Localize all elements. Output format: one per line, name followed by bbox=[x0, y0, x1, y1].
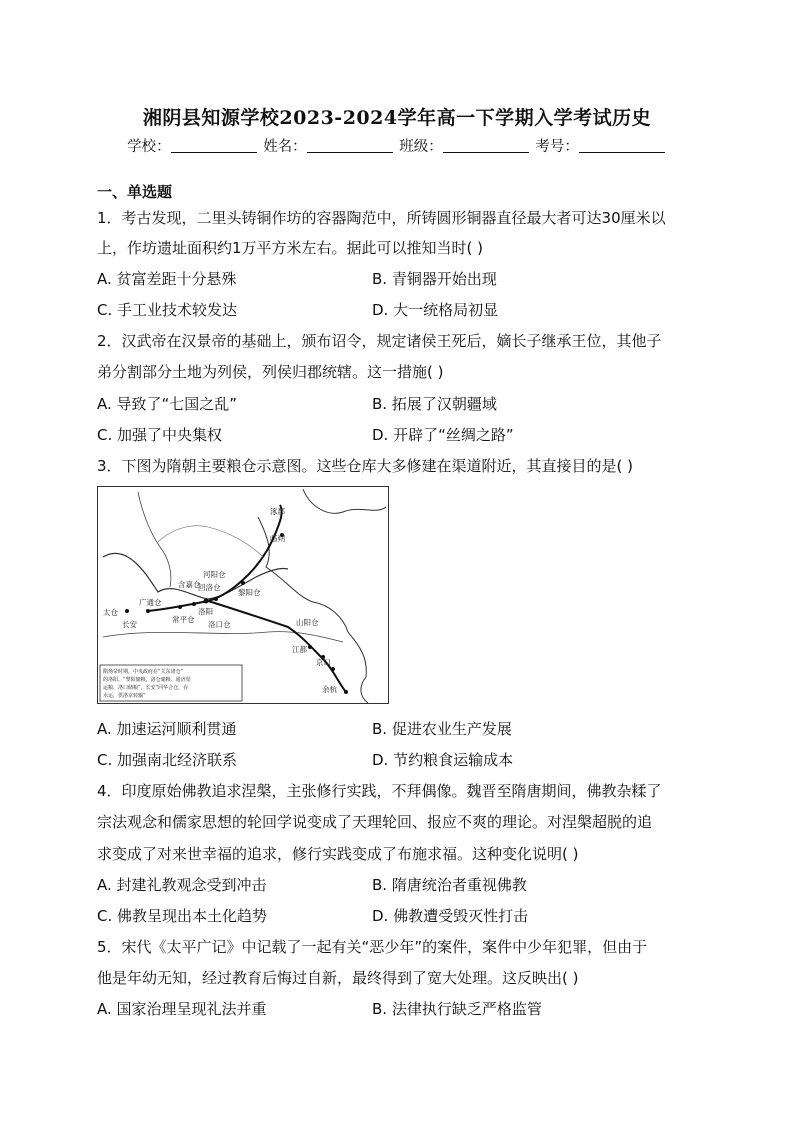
question-1-line-2: 上，作坊遗址面积约1万平方米左右。据此可以推知当时( ) bbox=[97, 239, 484, 257]
school-blank[interactable] bbox=[171, 138, 257, 153]
map-graphic bbox=[98, 487, 388, 703]
coastline-east bbox=[258, 517, 368, 703]
map-label-changan: 长安 bbox=[122, 620, 137, 629]
canal-north bbox=[148, 505, 282, 611]
map-legend-line-3: 运粮、洛口储粮”，长安“同华合仓，在 bbox=[103, 685, 189, 691]
map-legend-line-1: 隋炀帝时期，中央政府在“关东诸仓” bbox=[103, 669, 184, 675]
sui-granary-map bbox=[97, 486, 389, 704]
question-4-option-d[interactable]: D. 佛教遭受毁灭性打击 bbox=[372, 907, 529, 925]
question-2-line-1: 2．汉武帝在汉景帝的基础上，颁布诏令，规定诸侯王死后，嫡长子继承王位，其他子 bbox=[97, 332, 662, 350]
river-tributary bbox=[138, 492, 171, 587]
map-label-shanyangcang: 山阳仓 bbox=[296, 618, 319, 627]
map-label-liyangcang: 黎阳仓 bbox=[238, 588, 261, 597]
question-2-line-2: 弟分割部分土地为列侯，列侯归郡统辖。这一措施( ) bbox=[97, 363, 444, 381]
question-1-option-d[interactable]: D. 大一统格局初显 bbox=[372, 301, 499, 319]
question-3-line-1: 3．下图为隋朝主要粮仓示意图。这些仓库大多修建在渠道附近，其直接目的是( ) bbox=[97, 457, 634, 475]
map-label-heyangcang: 河阳仓 bbox=[203, 570, 226, 579]
question-2-option-c[interactable]: C. 加强了中央集权 bbox=[97, 426, 223, 444]
question-4-line-1: 4．印度原始佛教追求涅槃，主张修行实践，不拜偶像。魏晋至隋唐期间，佛教杂糅了 bbox=[97, 782, 662, 800]
map-legend-line-2: 的洛阳、“黎阳储粮、洛仓储粮、通济渠 bbox=[103, 677, 191, 683]
map-label-jingkou: 京口 bbox=[316, 658, 331, 667]
question-3-option-c[interactable]: C. 加强南北经济联系 bbox=[97, 751, 238, 769]
map-label-taicang: 太仓 bbox=[103, 608, 118, 617]
question-2-option-b[interactable]: B. 拓展了汉朝疆域 bbox=[372, 395, 497, 413]
coastline-north bbox=[303, 489, 386, 513]
question-5-option-a[interactable]: A. 国家治理呈现礼法并重 bbox=[97, 1000, 267, 1018]
question-2-option-d[interactable]: D. 开辟了“丝绸之路” bbox=[372, 426, 514, 444]
exam-title: 湘阴县知源学校2023-2024学年高一下学期入学考试历史 bbox=[142, 107, 652, 129]
map-label-luokoucang: 洛口仓 bbox=[208, 620, 231, 629]
name-blank[interactable] bbox=[307, 138, 393, 153]
question-3-option-b[interactable]: B. 促进农业生产发展 bbox=[372, 720, 512, 738]
question-1-line-1: 1．考古发现，二里头铸铜作坊的容器陶范中，所铸圆形铜器直径最大者可达30厘米以 bbox=[97, 209, 666, 227]
map-label-linshuo: 临朔 bbox=[270, 534, 285, 543]
question-3-option-a[interactable]: A. 加速运河顺利贯通 bbox=[97, 720, 237, 738]
question-1-option-a[interactable]: A. 贫富差距十分悬殊 bbox=[97, 270, 237, 288]
section-title: 一、单选题 bbox=[97, 183, 173, 201]
map-label-hanjiacang: 含嘉仓 bbox=[178, 580, 201, 589]
question-2-option-a[interactable]: A. 导致了“七国之乱” bbox=[97, 395, 238, 413]
question-1-option-c[interactable]: C. 手工业技术较发达 bbox=[97, 301, 238, 319]
question-4-option-a[interactable]: A. 封建礼教观念受到冲击 bbox=[97, 876, 267, 894]
question-5-option-b[interactable]: B. 法律执行缺乏严格监管 bbox=[372, 1000, 542, 1018]
student-info-line bbox=[0, 135, 794, 156]
question-3-option-d[interactable]: D. 节约粮食运输成本 bbox=[372, 751, 514, 769]
question-5-line-1: 5．宋代《太平广记》中记载了一起有关“恶少年”的案件，案件中少年犯罪，但由于 bbox=[97, 938, 648, 956]
question-4-option-b[interactable]: B. 隋唐统治者重视佛教 bbox=[372, 876, 527, 894]
map-label-huiluocang: 回洛仓 bbox=[198, 583, 221, 592]
name-label: 姓名： bbox=[263, 139, 307, 155]
exam-number-blank[interactable] bbox=[579, 138, 665, 153]
class-label: 班级： bbox=[399, 139, 443, 155]
map-label-zhuojun: 涿郡 bbox=[270, 507, 285, 516]
question-5-line-2: 他是年幼无知，经过教育后悔过自新，最终得到了宽大处理。这反映出( ) bbox=[97, 969, 579, 987]
exam-number-label: 考号： bbox=[535, 139, 579, 155]
question-4-line-2: 宗法观念和儒家思想的轮回学说变成了天理轮回、报应不爽的理论。对涅槃超脱的追 bbox=[97, 813, 653, 831]
question-1-option-b[interactable]: B. 青铜器开始出现 bbox=[372, 270, 497, 288]
map-label-changpingcang: 常平仓 bbox=[172, 615, 195, 624]
yangtze-river bbox=[103, 632, 343, 642]
map-label-luoyang: 洛阳 bbox=[198, 607, 213, 616]
map-label-yuhang: 余杭 bbox=[322, 685, 337, 694]
river-minor bbox=[158, 526, 263, 557]
map-label-guangtongcang: 广通仓 bbox=[139, 598, 162, 607]
class-blank[interactable] bbox=[443, 138, 529, 153]
school-label: 学校： bbox=[127, 139, 171, 155]
map-legend-line-4: 水运，供洛京转输” bbox=[103, 693, 146, 699]
question-4-option-c[interactable]: C. 佛教呈现出本土化趋势 bbox=[97, 907, 268, 925]
question-4-line-3: 求变成了对来世幸福的追求，修行实践变成了布施求福。这种变化说明( ) bbox=[97, 845, 579, 863]
map-label-jiangdu: 江都 bbox=[292, 645, 307, 654]
